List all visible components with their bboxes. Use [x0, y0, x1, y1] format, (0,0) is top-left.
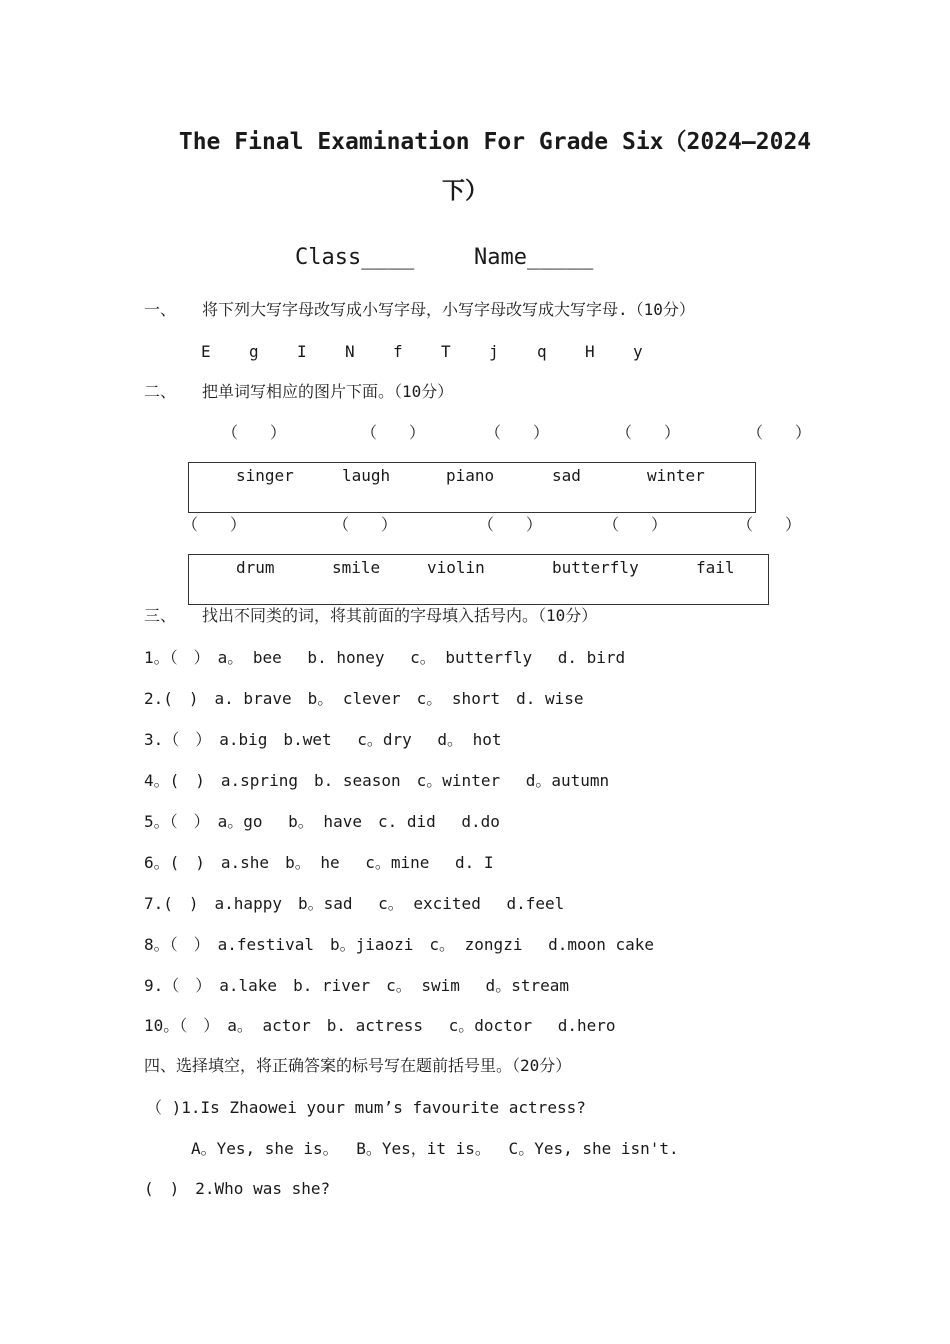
question-item: （ )1.Is Zhaowei your mum’s favourite actress? [146, 1098, 586, 1117]
name-field: Name_____ [474, 245, 594, 270]
section1-number: 一、 [144, 300, 177, 319]
letter: y [633, 342, 643, 361]
letter: q [537, 342, 547, 361]
section2-heading: 把单词写相应的图片下面。（10分） [202, 382, 454, 401]
section3-heading: 找出不同类的词，将其前面的字母填入括号内。（10分） [202, 606, 598, 625]
answer-blank: （ ） [361, 423, 426, 442]
word: piano [446, 466, 495, 485]
section2-number: 二、 [144, 382, 177, 401]
section4-heading: 四、选择填空，将正确答案的标号写在题前括号里。（20分） [144, 1056, 572, 1075]
letter: E [201, 342, 211, 361]
word: singer [236, 466, 294, 485]
question-item: 3.（ ） a.big b.wet c。dry d。 hot [144, 730, 502, 749]
answer-blank: （ ） [222, 423, 287, 442]
question-item: 2.( ) a. brave b。 clever c。 short d. wise [144, 689, 584, 708]
question-item: 8。（ ） a.festival b。jiaozi c。 zongzi d.moon cake [144, 935, 655, 954]
word: violin [427, 558, 485, 577]
answer-blank: （ ） [333, 515, 398, 534]
question-item: 1。（ ） a。 bee b. honey c。 butterfly d. bird [144, 648, 626, 667]
question-item: 7.( ) a.happy b。sad c。 excited d.feel [144, 894, 565, 913]
question-item: 4。( ) a.spring b. season c。winter d。autumn [144, 771, 610, 790]
letter: T [441, 342, 451, 361]
letter: g [249, 342, 259, 361]
section3-number: 三、 [144, 606, 177, 625]
exam-title: The Final Examination For Grade Six（2024—2024 [178, 129, 812, 155]
word: smile [332, 558, 381, 577]
word: winter [647, 466, 705, 485]
letter: I [297, 342, 307, 361]
letter: H [585, 342, 595, 361]
class-field: Class____ [295, 245, 415, 270]
section1-heading: 将下列大写字母改写成小写字母，小写字母改写成大写字母.（10分） [202, 300, 695, 319]
question-item: 5。（ ） a。go b。 have c. did d.do [144, 812, 500, 831]
word: laugh [342, 466, 391, 485]
answer-blank: （ ） [616, 423, 681, 442]
letter: j [489, 342, 499, 361]
word: drum [236, 558, 275, 577]
word: butterfly [552, 558, 639, 577]
word: fail [696, 558, 735, 577]
answer-options: A。Yes, she is。 B。Yes，it is。 C。Yes, she isn't. [191, 1139, 679, 1158]
letter: N [345, 342, 355, 361]
answer-blank: （ ） [485, 423, 550, 442]
answer-blank: （ ） [478, 515, 543, 534]
question-item: 6。( ) a.she b。 he c。mine d. I [144, 853, 494, 872]
answer-blank: （ ） [603, 515, 668, 534]
letter: f [393, 342, 403, 361]
answer-blank: （ ） [182, 515, 247, 534]
question-item: 9.（ ） a.lake b. river c。 swim d。stream [144, 976, 569, 995]
question-item: ( ) 2.Who was she? [144, 1179, 331, 1198]
word: sad [552, 466, 581, 485]
answer-blank: （ ） [737, 515, 802, 534]
answer-blank: （ ） [747, 423, 812, 442]
exam-title-continued: 下） [442, 178, 488, 204]
question-item: 10。（ ） a。 actor b. actress c。doctor d.hero [144, 1016, 616, 1035]
